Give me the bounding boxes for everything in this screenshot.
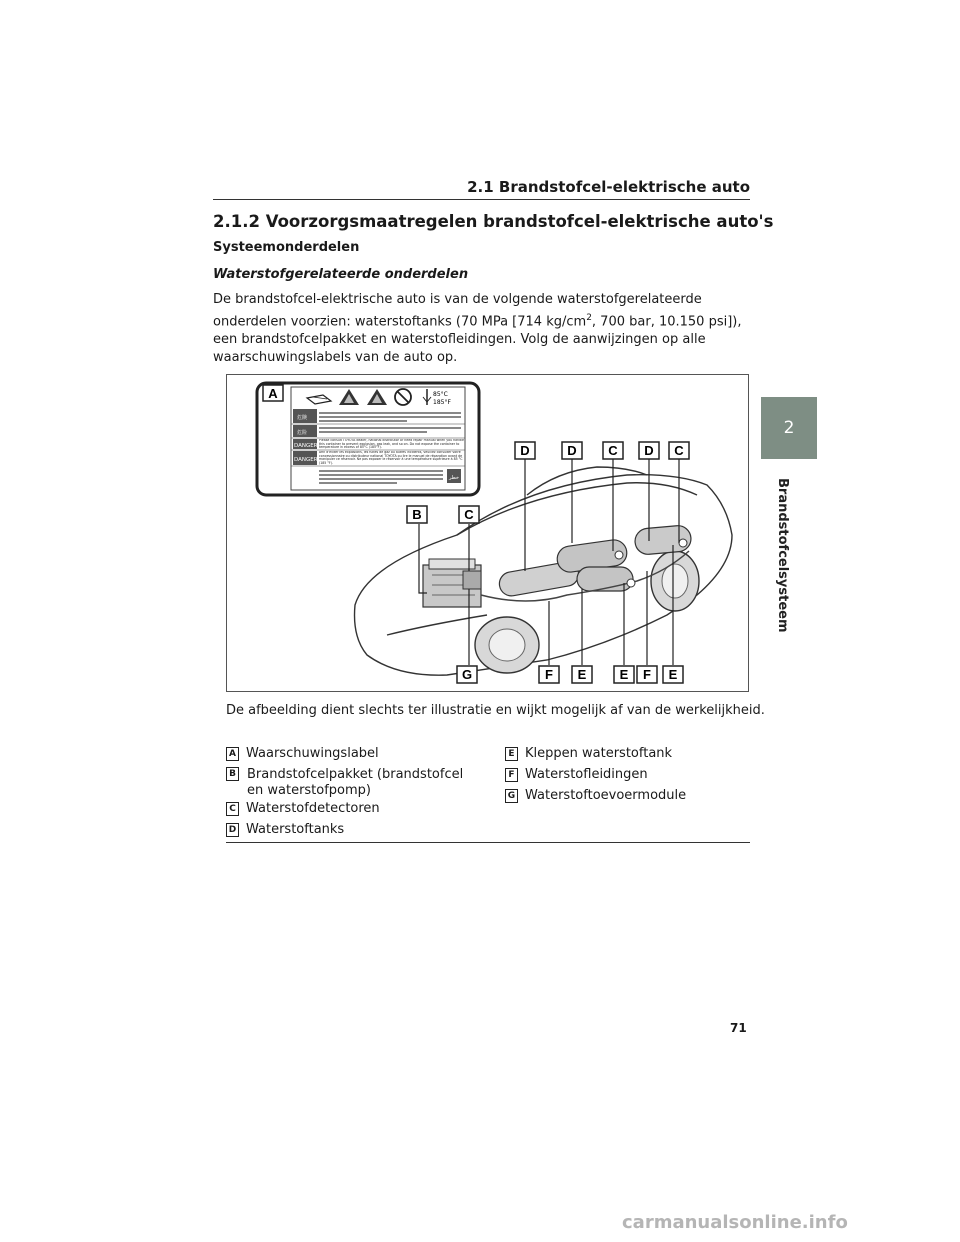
tank-valve-rear xyxy=(627,579,635,587)
chapter-tab[interactable]: 2 xyxy=(761,397,817,459)
intro-paragraph xyxy=(213,291,753,367)
legend-item-a xyxy=(226,746,379,762)
subsubsection-title: Waterstofgerelateerde onderdelen xyxy=(213,267,469,282)
vehicle-diagram-svg xyxy=(227,375,748,691)
label-temp-c: 85°C xyxy=(433,391,448,398)
label-english-text-box xyxy=(319,439,465,450)
callout-f-2: F xyxy=(643,667,651,682)
legend-key-b: B xyxy=(226,767,239,781)
legend-key-c: C xyxy=(226,802,239,816)
legend-text-g: Waterstoftoevoermodule xyxy=(525,788,687,803)
callout-e-2: E xyxy=(619,667,629,682)
legend-text-e: Kleppen waterstoftank xyxy=(525,746,673,761)
section-title: 2.1.2 Voorzorgsmaatregelen brandstofcel-elektrische auto's xyxy=(213,212,774,231)
legend-item-e xyxy=(505,746,672,762)
vehicle-illustration xyxy=(226,374,749,692)
callout-e-1: E xyxy=(577,667,587,682)
callout-b: B xyxy=(412,507,422,522)
callout-c-1: C xyxy=(608,443,618,458)
legend-text-f: Waterstofleidingen xyxy=(525,767,648,782)
label-french-text: Afin d'éviter les explosions, les fuites de gaz ou autres incidents, veuillez consulter votre concessionnaire ou distributeur national TOYOTA ou lire le manuel de réparation avant de manipuler ce réservoir. Ne pas exposer le réservoir à une température supérieure à 85 °C (185 °F). xyxy=(319,451,463,465)
legend-key-e: E xyxy=(505,747,518,761)
callout-f-1: F xyxy=(545,667,553,682)
label-english-text: Please consult TOYOTA dealer, national distributor or need repair manual when you handle this container to prevent explosion, gas leak, and so on. Do not expose the container to temperature in excess of 85°C (185°F). xyxy=(319,439,464,450)
label-fr-danger: DANGER xyxy=(294,457,318,463)
label-cn-danger: 危险 xyxy=(297,430,308,436)
legend-item-f xyxy=(505,767,648,783)
tank-valve-upper xyxy=(679,539,687,547)
legend-item-d xyxy=(226,822,344,838)
subsection-title: Systeemonderdelen xyxy=(213,240,360,255)
no-fire-icon xyxy=(395,389,411,405)
callout-d-2: D xyxy=(567,443,577,458)
chapter-tab-label: Brandstofcelsysteem xyxy=(775,478,790,633)
intro-paragraph-superscript: 2 xyxy=(586,313,592,323)
callout-e-3: E xyxy=(668,667,678,682)
legend-text-b: Brandstofcelpakket (brandstofcel en waterstofpomp) xyxy=(247,767,464,798)
label-en-danger: DANGER xyxy=(294,443,318,449)
legend-key-a: A xyxy=(226,747,239,761)
intro-paragraph-part2: , 700 bar, 10.150 psi]), een brandstofcelpakket en waterstofleidingen. Volg de aanwijzingen op alle waarschuwingslabels van de auto op. xyxy=(213,314,742,366)
page-number: 71 xyxy=(730,1021,747,1035)
legend-text-a: Waarschuwingslabel xyxy=(246,746,379,761)
legend-key-d: D xyxy=(226,823,239,837)
front-wheel xyxy=(475,617,539,673)
legend-text-d: Waterstoftanks xyxy=(246,822,345,837)
callout-c-front: C xyxy=(464,507,474,522)
rear-wheel xyxy=(651,551,699,611)
callout-c-2: C xyxy=(674,443,684,458)
legend-key-f: F xyxy=(505,768,518,782)
legend-item-g xyxy=(505,788,686,804)
callout-g: G xyxy=(461,667,473,682)
label-temp-f: 185°F xyxy=(433,399,451,406)
callout-d-1: D xyxy=(520,443,530,458)
legend-item-b xyxy=(226,767,481,799)
label-jp-danger: 危険 xyxy=(297,415,308,421)
callout-a: A xyxy=(268,386,278,401)
watermark: carmanualsonline.info xyxy=(622,1212,848,1233)
hydrogen-supply-module xyxy=(463,571,481,589)
intro-paragraph-part1: De brandstofcel-elektrische auto is van de volgende waterstofgerelateerde onderdelen voorzien: waterstoftanks (70 MPa [714 kg/cm xyxy=(213,292,702,330)
legend-key-g: G xyxy=(505,789,518,803)
legend-text-c: Waterstofdetectoren xyxy=(246,801,380,816)
hydrogen-detector-rear xyxy=(615,551,623,559)
legend-item-c xyxy=(226,801,380,817)
section-end-divider xyxy=(226,842,750,843)
header-divider xyxy=(213,199,750,200)
label-french-text-box xyxy=(319,451,465,466)
label-ar-danger: خطر xyxy=(449,475,459,481)
callout-d-3: D xyxy=(644,443,654,458)
chapter-header-title: 2.1 Brandstofcel-elektrische auto xyxy=(467,178,750,196)
figure-caption: De afbeelding dient slechts ter illustratie en wijkt mogelijk af van de werkelijkheid. xyxy=(226,703,765,718)
